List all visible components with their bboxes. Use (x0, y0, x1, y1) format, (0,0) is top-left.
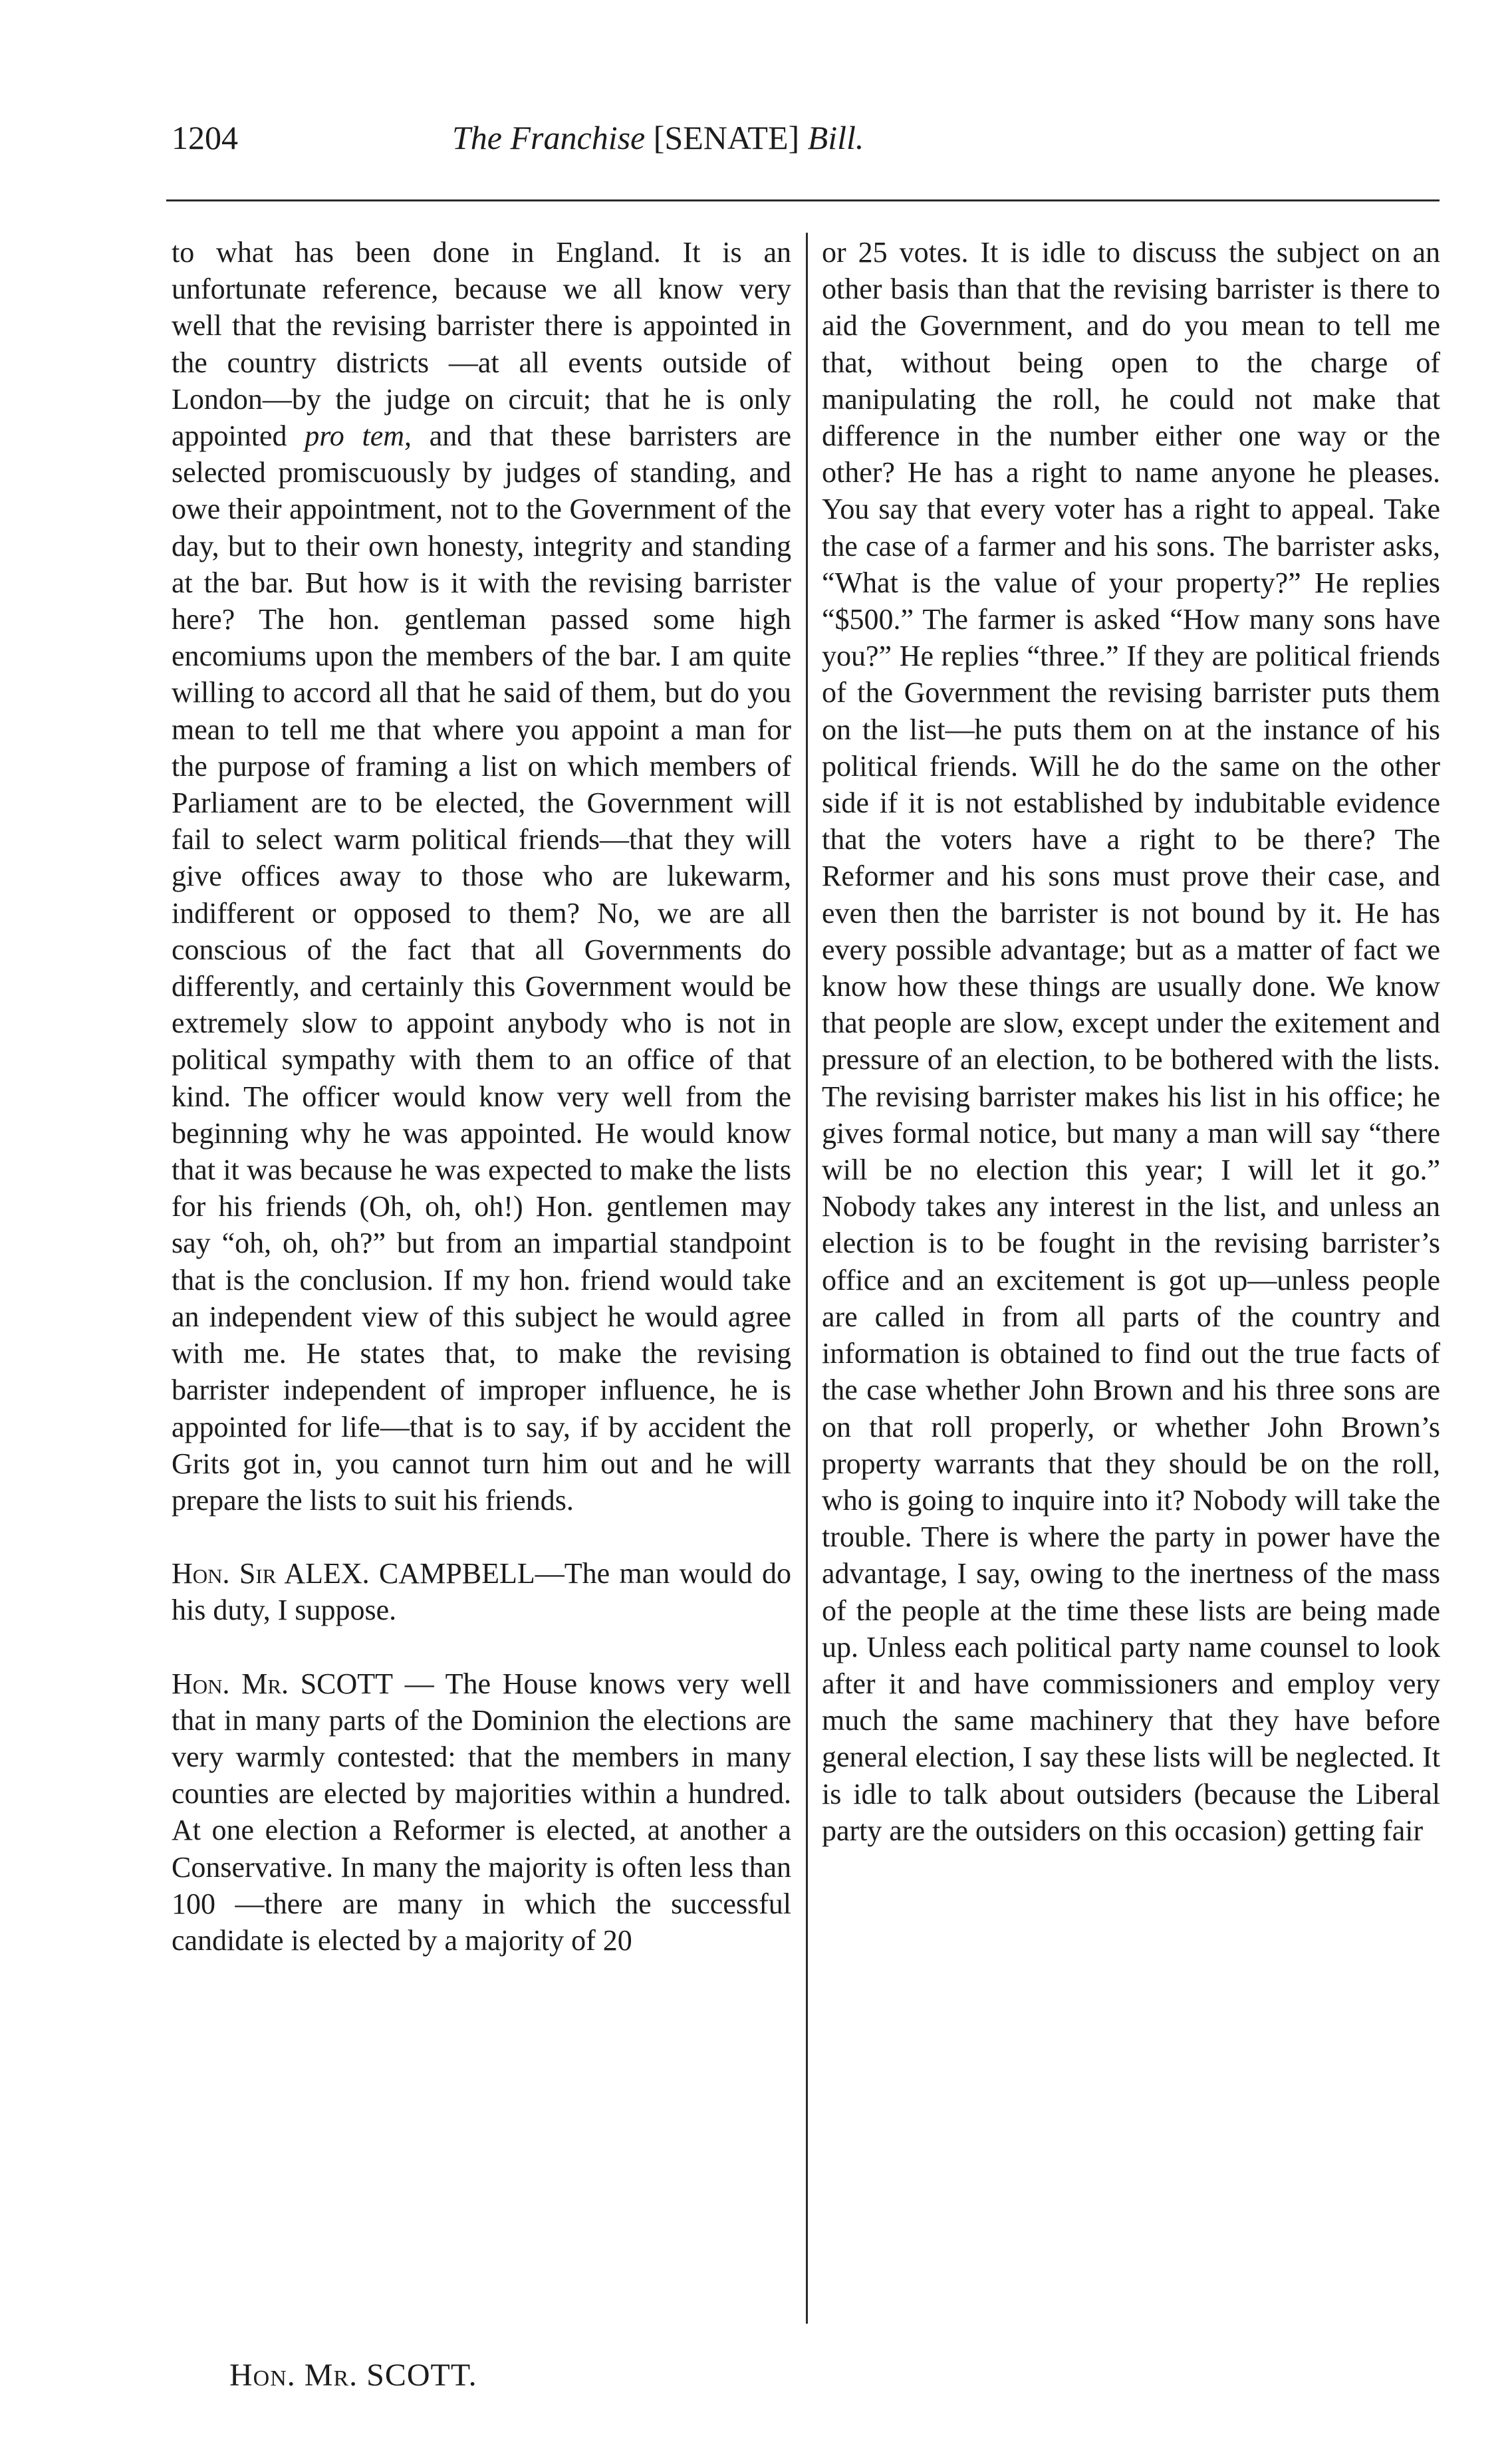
running-head (452, 118, 864, 157)
footer-speaker: Hon. Mr. SCOTT. (229, 2358, 477, 2393)
header-rule (166, 199, 1440, 201)
column-divider (806, 233, 808, 2324)
paragraph-1-end: , and that these barristers are selected promiscuously by judges of standing, and owe their appointment, not to the Government of the day, but to their own honesty, integrity and standing at the bar. But how is it with the revising barrister here? The hon. gentleman passed some high encomiums upon the members of the bar. I am quite willing to accord all that he said of them, but do you mean to tell me that where you appoint a man for the purpose of framing a list on which members of Parliament are to be elected, the Government will fail to select warm political friends—that they will give offices away to those who are lukewarm, indifferent or opposed to them? No, we are all conscious of the fact that all Governments do differently, and certainly this Government would be extremely slow to appoint anybody who is not in political sympathy with them to an office of that kind. The officer would know very well from the beginning why he was appointed. He would know that it was because he was expected to make the lists for his friends (Oh, oh, oh!) Hon. gentlemen may say “oh, oh, oh?” but from an impartial standpoint that is the conclusion. If my hon. friend would take an independent view of this subject he would agree with me. He states that, to make the revising barrister independent of improper influence, he is appointed for life—that is to say, if by accident the Grits got in, you cannot turn him out and he will prepare the lists to suit his friends. (172, 420, 791, 1517)
paragraph-3 (172, 1665, 791, 1959)
speaker-scott: Hon. Mr. SCOTT (172, 1667, 394, 1700)
running-head-title: The Franchise (452, 119, 646, 156)
paragraph-3-text: — The House knows very well that in many parts of the Dominion the elections are very warmly contested: that the members in many counties are elected by majorities within a hundred. At one election a Reformer is elected, at another a Conservative. In many the majority is often less than 100 —there are many in which the successful candidate is elected by a majority of 20 (172, 1667, 792, 1957)
left-column (172, 234, 791, 1959)
right-column-text: or 25 votes. It is idle to discuss the subject on an other basis than that the revising barrister is there to aid the Government, and do you mean to tell me that, without being open to the charge of manipulating the roll, he could not make that difference in the number either one way or the other? He has a right to name anyone he pleases. You say that every voter has a right to appeal. Take the case of a farmer and his sons. The barrister asks, “What is the value of your property?” He replies “$500.” The farmer is asked “How many sons have you?” He replies “three.” If they are political friends of the Government the revising barrister puts them on the list—he puts them on at the instance of his political friends. Will he do the same on the other side if it is not established by indubitable evidence that the voters have a right to be there? The Reformer and his sons must prove their case, and even then the barrister is not bound by it. He has every possible advantage; but as a matter of fact we know how these things are usually done. We know that people are slow, except under the exitement and pressure of an election, to be bothered with the lists. The revising barrister makes his list in his office; he gives formal notice, but many a man will say “there will be no election this year; I will let it go.” Nobody takes any interest in the list, and unless an election is to be fought in the revising barrister’s office and an excitement is got up—unless people are called in from all parts of the country and information is obtained to find out the true facts of the case whether John Brown and his three sons are on that roll properly, or whether John Brown’s property warrants that they should be on the roll, who is going to inquire into it? Nobody will take the trouble. There is where the party in power have the advantage, I say, owing to the inertness of the mass of the people at the time these lists are being made up. Unless each political party name counsel to look after it and have commissioners and employ very much the same machinery that they have before general election, I say these lists will be neglected. It is idle to talk about outsiders (because the Liberal party are the outsiders on this occasion) getting fair (822, 236, 1440, 1847)
running-head-bill: Bill. (807, 119, 864, 156)
running-head-house: [SENATE] (653, 119, 800, 156)
paragraph-1-start: to what has been done in England. It is an unfortunate reference, because we all know very well that the revising barrister there is appointed in the country districts —at all events outside of London—by the judge on circuit; that he is only appointed (172, 236, 791, 453)
speaker-campbell: Hon. Sir ALEX. CAMPBELL (172, 1557, 535, 1590)
pro-tem-italic: pro tem (305, 420, 404, 453)
paragraph-2-text: —The man would do his duty, I suppose. (172, 1557, 791, 1627)
paragraph-2 (172, 1555, 791, 1628)
paragraph-1 (172, 234, 791, 1519)
right-column (822, 234, 1440, 1849)
page-number: 1204 (172, 119, 238, 156)
